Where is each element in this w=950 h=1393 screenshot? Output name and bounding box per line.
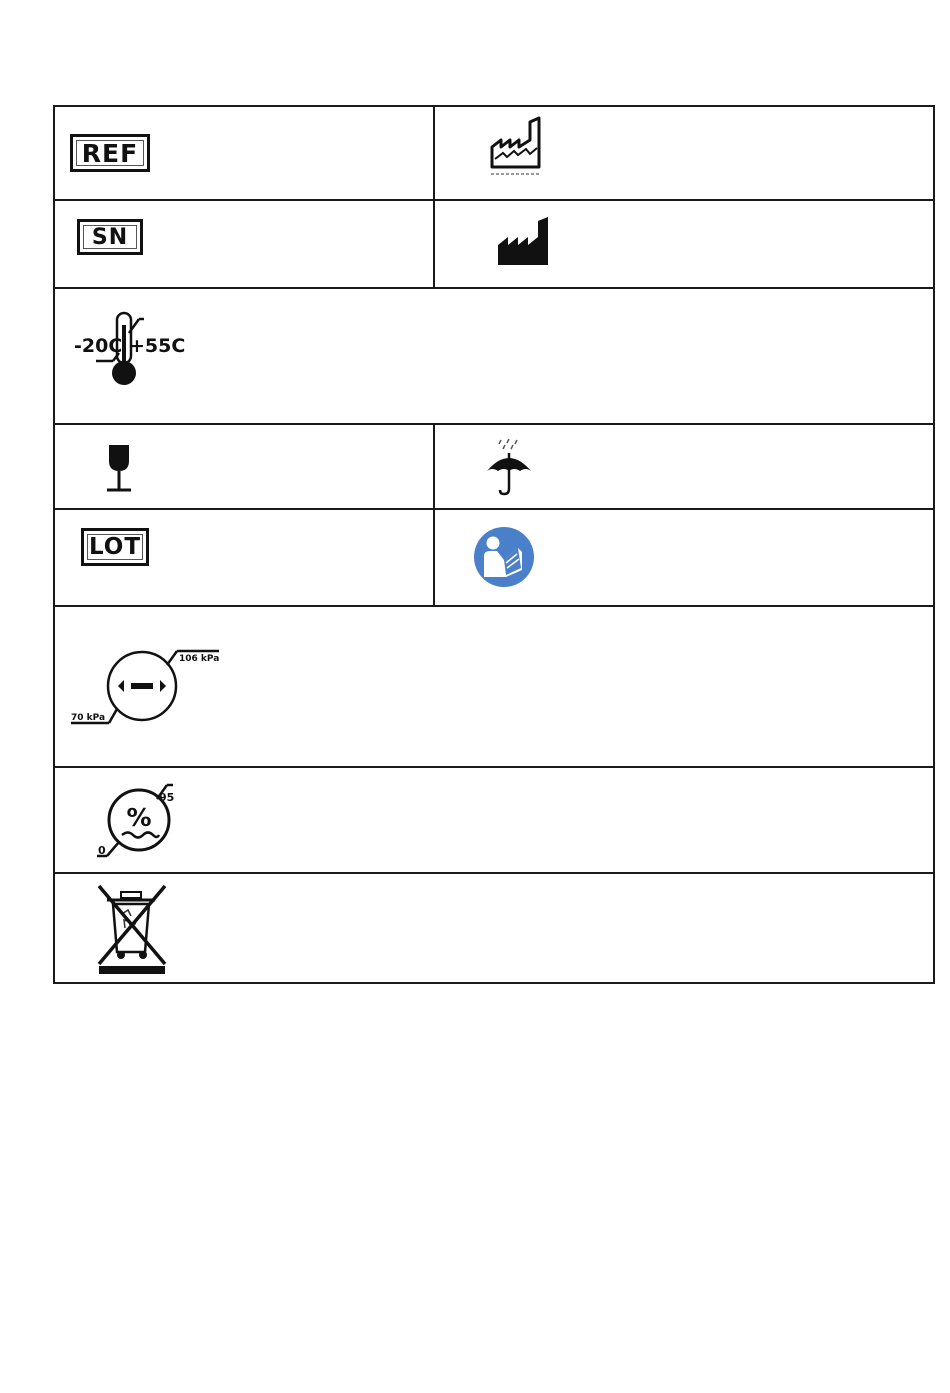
manufacturer-icon [496, 215, 552, 272]
humidity-low-text: 0 [98, 844, 106, 857]
temperature-limit-icon [69, 305, 189, 398]
humidity-high-text: 95 [159, 791, 175, 804]
table-row [55, 872, 933, 982]
temperature-low-text: -20C [74, 335, 123, 357]
lot-label-box [81, 528, 149, 566]
table-row [55, 508, 933, 605]
table-row [55, 423, 933, 508]
weee-disposal-icon [95, 882, 175, 981]
sn-text: SN [91, 224, 129, 250]
symbols-table [53, 105, 935, 984]
ref-text: REF [81, 138, 139, 168]
humidity-symbol-text: % [126, 803, 152, 832]
humidity-limit-icon [95, 776, 195, 867]
keep-dry-icon [483, 437, 535, 502]
table-row [55, 605, 933, 766]
sn-label-box [77, 219, 143, 255]
table-row [55, 287, 933, 423]
table-row [55, 199, 933, 287]
consult-instructions-icon [473, 526, 535, 593]
date-of-manufacture-icon [487, 114, 547, 189]
fragile-icon [105, 443, 135, 498]
lot-text: LOT [88, 534, 142, 560]
ref-label-box [70, 134, 150, 172]
table-row [55, 107, 933, 199]
temperature-high-text: +55C [129, 335, 186, 357]
pressure-low-text: 70 kPa [71, 713, 106, 723]
atmospheric-pressure-limit-icon [69, 639, 229, 744]
pressure-high-text: 106 kPa [179, 654, 220, 664]
table-row [55, 766, 933, 872]
